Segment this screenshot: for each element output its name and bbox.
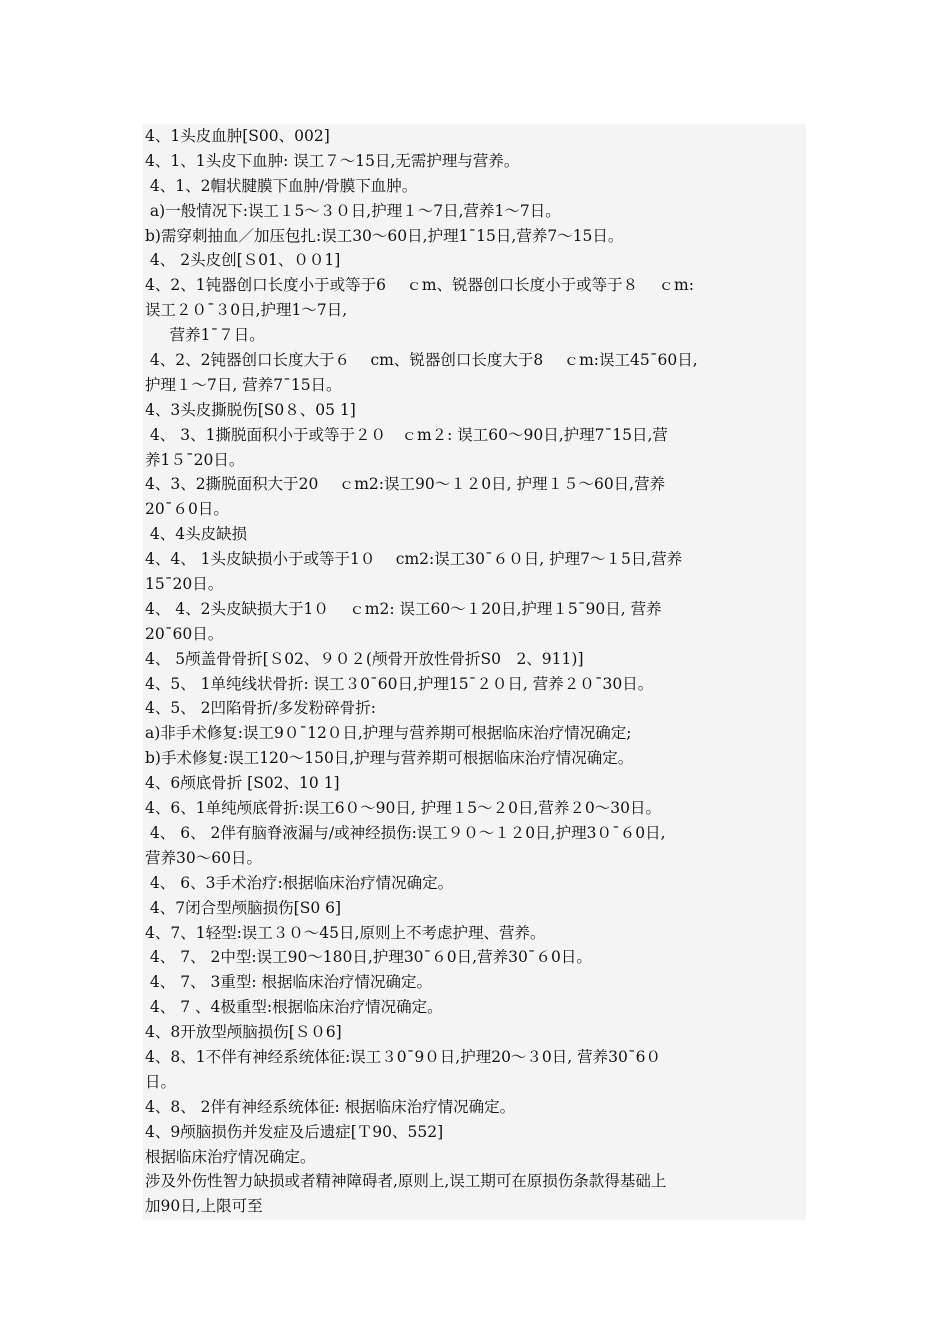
text-line: a)一般情况下:误工１5～３０日,护理１～7日,营养1～7日。 — [145, 201, 561, 220]
text-line: 4、 7 、4极重型:根据临床治疗情况确定。 — [145, 998, 443, 1017]
text-line: 20¯６0日。 — [145, 500, 229, 519]
text-line: 20¯60日。 — [145, 624, 224, 643]
text-line: 4、7闭合型颅脑损伤[S0 6] — [145, 898, 342, 917]
text-line: 4、 2头皮创[Ｓ01、００1] — [145, 251, 341, 270]
text-line: 4、4头皮缺损 — [145, 525, 248, 544]
text-line: 4、 6、3手术治疗:根据临床治疗情况确定。 — [145, 873, 454, 892]
text-line: b)手术修复:误工120～150日,护理与营养期可根据临床治疗情况确定。 — [145, 749, 634, 768]
text-line: 4、1、2帽状腱膜下血肿/骨膜下血肿。 — [145, 176, 418, 195]
text-line: 4、7、1轻型:误工３０～45日,原则上不考虑护理、营养。 — [145, 923, 546, 942]
text-line: 4、8、1不伴有神经系统体征:误工３0¯9０日,护理20～３0日, 营养30¯6０ — [145, 1047, 661, 1066]
text-line: a)非手术修复:误工9０¯12０日,护理与营养期可根据临床治疗情况确定; — [145, 724, 632, 743]
text-line: 养1５¯20日。 — [145, 450, 245, 469]
text-line: 日。 — [145, 1072, 177, 1091]
text-line: b)需穿刺抽血／加压包扎:误工30～60日,护理1¯15日,营养7～15日。 — [145, 226, 624, 245]
text-line: 4、1头皮血肿[S00、002] — [145, 127, 330, 145]
text-line: 4、9颅脑损伤并发症及后遗症[Ｔ90、552] — [145, 1122, 444, 1141]
text-line: 4、 5颅盖骨骨折[Ｓ02、９０２(颅骨开放性骨折S0 2、911)] — [145, 649, 584, 668]
text-line: 4、6颅底骨折 [S02、10 1] — [145, 774, 340, 793]
text-line: 4、 4、2头皮缺损大于1０ ｃm2: 误工60～１20日,护理１5¯90日, 营养 — [145, 599, 662, 618]
text-line: 4、 3、1撕脱面积小于或等于２０ ｃm２: 误工60～90日,护理7¯15日,营 — [145, 425, 668, 444]
text-line: 护理１～7日, 营养7¯15日。 — [145, 375, 342, 394]
text-line: 加90日,上限可至 — [145, 1197, 263, 1216]
text-line: 4、 6、 2伴有脑脊液漏与/或神经损伤:误工９０～１２0日,护理3０¯６0日, — [145, 823, 666, 842]
text-line: 4、3头皮撕脱伤[S0８、05 1] — [145, 400, 356, 419]
text-line: 营养1¯７日。 — [145, 326, 265, 345]
text-line: 4、5、 1单纯线状骨折: 误工３0¯60日,护理15¯２０日, 营养２０¯30日。 — [145, 674, 654, 693]
text-line: 4、1、1头皮下血肿: 误工７～15日,无需护理与营养。 — [145, 151, 520, 170]
text-line: 4、8、 2伴有神经系统体征: 根据临床治疗情况确定。 — [145, 1097, 516, 1116]
text-line: 涉及外伤性智力缺损或者精神障碍者,原则上,误工期可在原损伤条款得基础上 — [145, 1172, 667, 1191]
text-line: 15¯20日。 — [145, 575, 224, 594]
text-line: 误工２０¯３0日,护理1～7日, — [145, 301, 348, 320]
text-line: 4、3、2撕脱面积大于20 ｃm2:误工90～１２0日, 护理１５～60日,营养 — [145, 475, 666, 494]
text-line: 4、5、 2凹陷骨折/多发粉碎骨折: — [145, 699, 376, 718]
text-line: 营养30～60日。 — [145, 848, 262, 867]
text-line: 4、2、1钝器创口长度小于或等于6 ｃm、锐器创口长度小于或等于８ ｃm: — [145, 276, 694, 295]
document-body — [145, 124, 810, 1219]
text-line: 4、6、1单纯颅底骨折:误工6０～90日, 护理１5～２0日,营养２0～30日。 — [145, 799, 661, 818]
text-line: 4、4、 1头皮缺损小于或等于1０ cm2:误工30¯６０日, 护理7～１5日,营养 — [145, 550, 683, 569]
text-line: 根据临床治疗情况确定。 — [145, 1147, 316, 1166]
text-line: 4、8开放型颅脑损伤[Ｓ０6] — [145, 1023, 342, 1042]
text-line: 4、 7、 2中型:误工90～180日,护理30¯６0日,营养30¯６0日。 — [145, 948, 592, 967]
text-line: 4、2、2钝器创口长度大于６ cm、锐器创口长度大于8 ｃm:误工45¯60日, — [145, 351, 698, 370]
text-line: 4、 7、 3重型: 根据临床治疗情况确定。 — [145, 973, 433, 992]
